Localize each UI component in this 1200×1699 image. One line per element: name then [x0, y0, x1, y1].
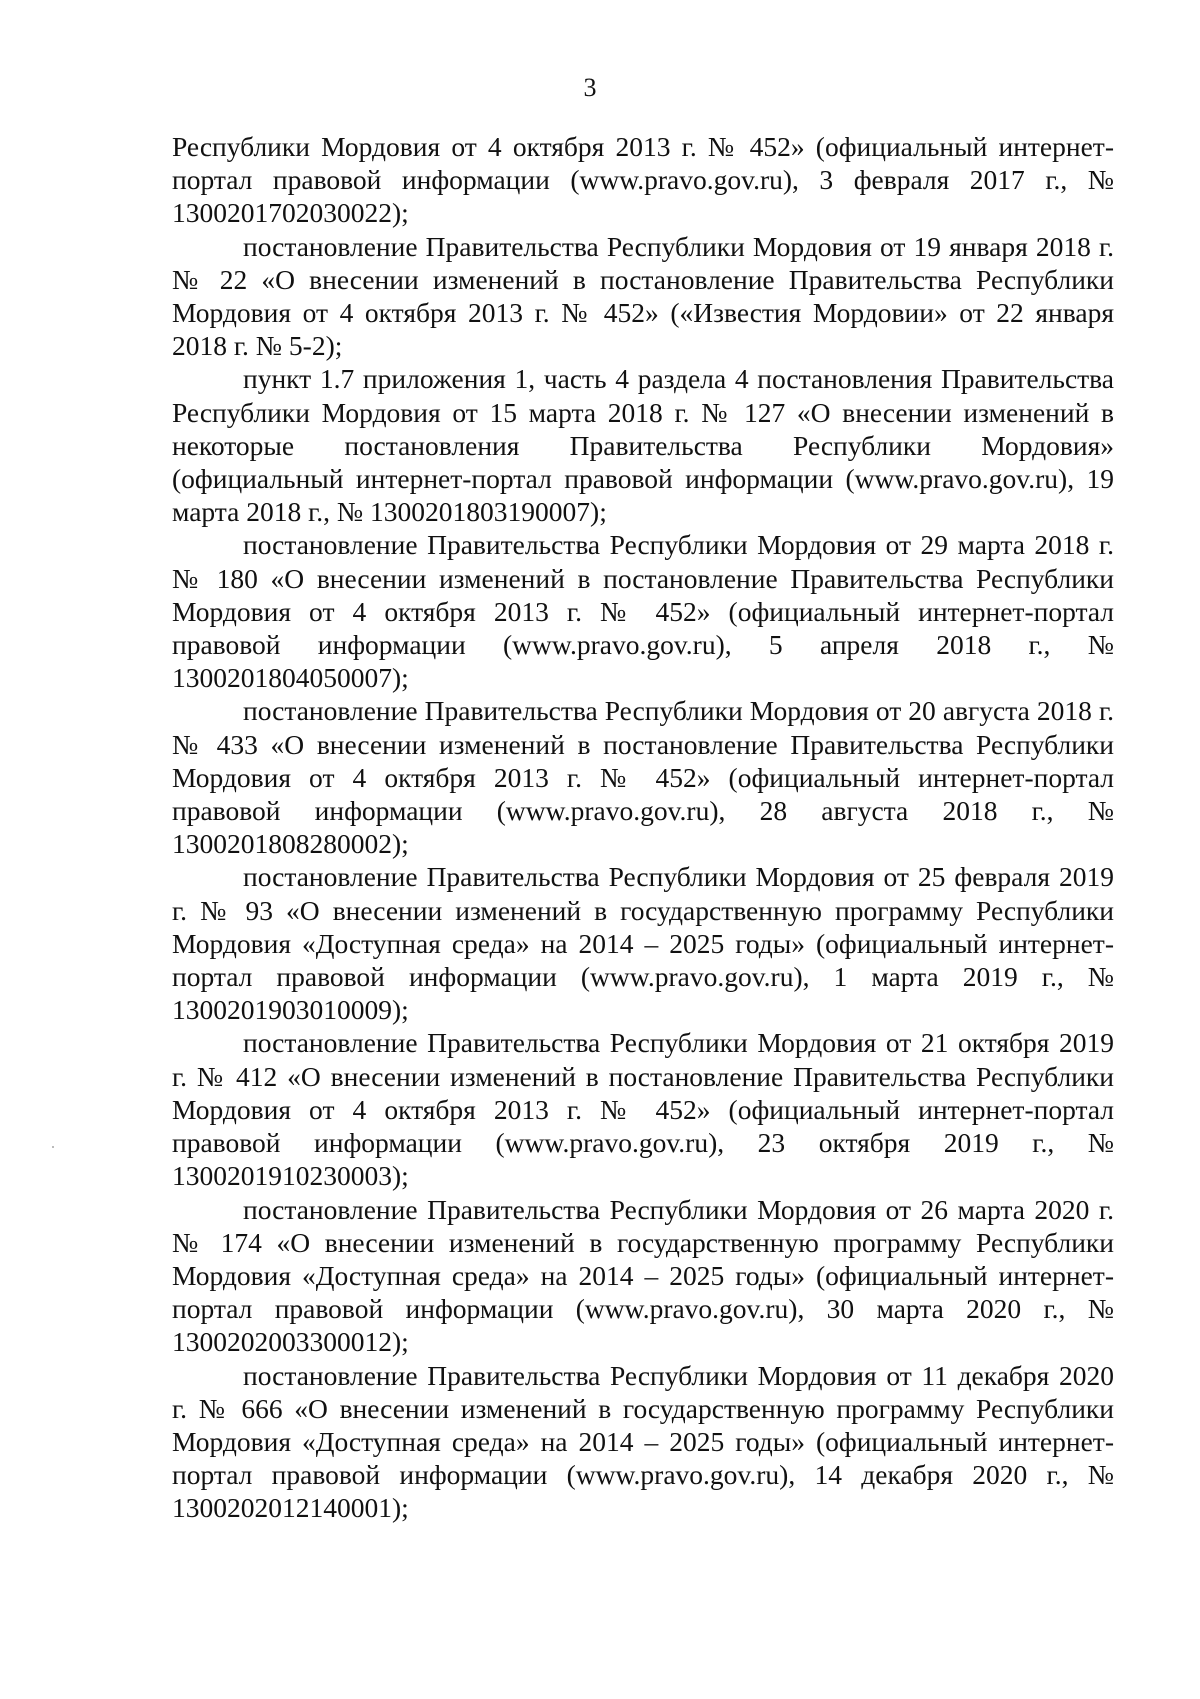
paragraph-resolution-174: постановление Правительства Республики Мордовия от 26 марта 2020 г. № 174 «О внесении изменений в государственную программу Республики Мордовия «Доступная среда» на 2014 – 2025 годы» (официальный интернет-портал правовой информации (www.pravo.gov.ru), 30 марта 2020 г., № 1300202003300012);: [172, 1193, 1114, 1358]
paragraph-continuation: Республики Мордовия от 4 октября 2013 г. № 452» (официальный интернет-портал правовой информации (www.pravo.gov.ru), 3 февраля 2017 г., № 1300201702030022);: [172, 131, 1114, 229]
document-body: [172, 130, 1114, 1525]
paragraph-resolution-93: постановление Правительства Республики Мордовия от 25 февраля 2019 г. № 93 «О внесении изменений в государственную программу Республики Мордовия «Доступная среда» на 2014 – 2025 годы» (официальный интернет-портал правовой информации (www.pravo.gov.ru), 1 марта 2019 г., № 1300201903010009);: [172, 861, 1114, 1026]
paragraph-resolution-180: постановление Правительства Республики Мордовия от 29 марта 2018 г. № 180 «О внесении изменений в постановление Правительства Республики Мордовия от 4 октября 2013 г. № 452» (официальный интернет-портал правовой информации (www.pravo.gov.ru), 5 апреля 2018 г., № 1300201804050007);: [172, 529, 1114, 694]
paragraph-resolution-22: постановление Правительства Республики Мордовия от 19 января 2018 г. № 22 «О внесении изменений в постановление Правительства Республики Мордовия от 4 октября 2013 г. № 452» («Известия Мордовии» от 22 января 2018 г. № 5-2);: [172, 230, 1114, 362]
paragraph-resolution-412: постановление Правительства Республики Мордовия от 21 октября 2019 г. № 412 «О внесении изменений в постановление Правительства Республики Мордовия от 4 октября 2013 г. № 452» (официальный интернет-портал правовой информации (www.pravo.gov.ru), 23 октября 2019 г., № 1300201910230003);: [172, 1027, 1114, 1192]
page-number: 3: [583, 73, 597, 102]
scan-speck: [52, 1146, 54, 1148]
paragraph-resolution-127: пункт 1.7 приложения 1, часть 4 раздела 4 постановления Правительства Республики Мордовия от 15 марта 2018 г. № 127 «О внесении изменений в некоторые постановления Правительства Республики Мордовия» (официальный интернет-портал правовой информации (www.pravo.gov.ru), 19 марта 2018 г., № 1300201803190007);: [172, 363, 1114, 528]
paragraph-resolution-666: постановление Правительства Республики Мордовия от 11 декабря 2020 г. № 666 «О внесении изменений в государственную программу Республики Мордовия «Доступная среда» на 2014 – 2025 годы» (официальный интернет-портал правовой информации (www.pravo.gov.ru), 14 декабря 2020 г., № 1300202012140001);: [172, 1359, 1114, 1524]
paragraph-resolution-433: постановление Правительства Республики Мордовия от 20 августа 2018 г. № 433 «О внесении изменений в постановление Правительства Республики Мордовия от 4 октября 2013 г. № 452» (официальный интернет-портал правовой информации (www.pravo.gov.ru), 28 августа 2018 г., № 1300201808280002);: [172, 695, 1114, 860]
